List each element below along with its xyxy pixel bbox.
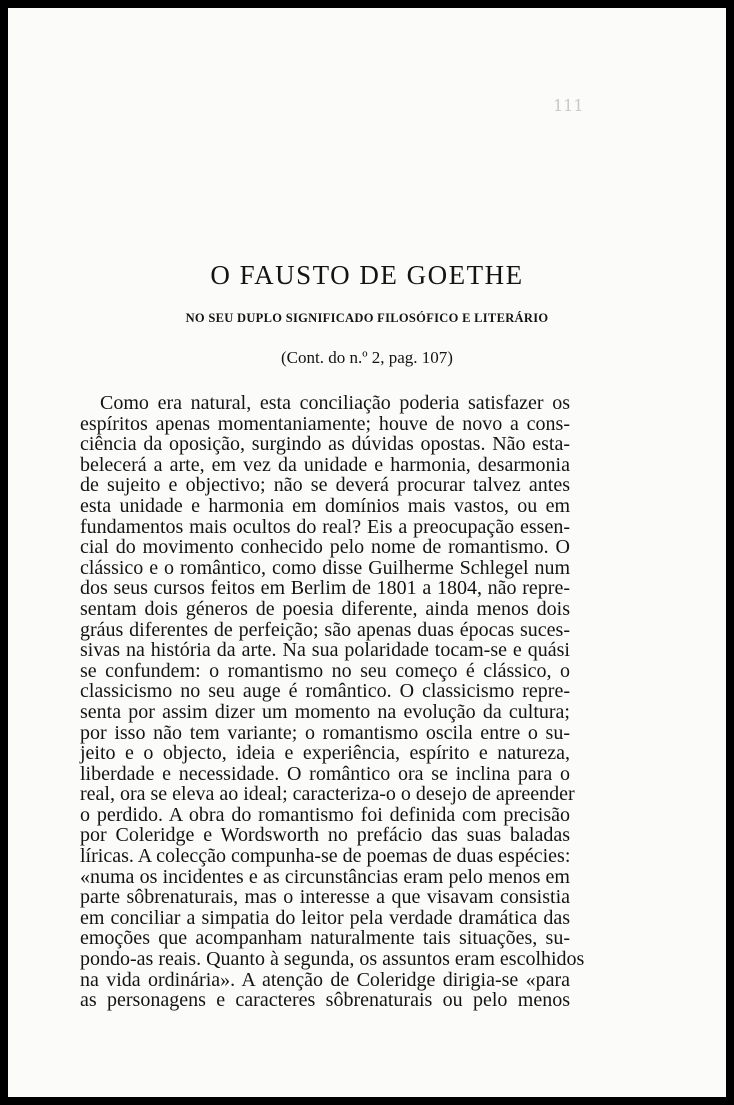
body-line: por isso não tem variante; o romantismo oscila entre o su-	[80, 721, 570, 744]
body-line: líricas. A colecção compunha-se de poemas de duas espécies:	[80, 845, 571, 868]
body-line: sivas na história da arte. Na sua polaridade tocam-se e quási	[80, 639, 570, 662]
body-line: na vida ordinária». A atenção de Coleridge dirigia-se «para	[80, 968, 570, 991]
body-line: gráus diferentes de perfeição; são apenas duas épocas suces-	[80, 618, 570, 641]
body-line: liberdade e necessidade. O romântico ora se inclina para o	[80, 762, 570, 785]
body-line: o perdido. A obra do romantismo foi definida com precisão	[80, 803, 570, 826]
body-line: emoções que acompanham naturalmente tais situações, su-	[80, 927, 570, 950]
body-line: clássico e o romântico, como disse Guilherme Schlegel num	[80, 556, 570, 579]
body-text	[80, 392, 585, 1012]
body-line: real, ora se eleva ao ideal; caracteriza-o o desejo de apreender	[80, 783, 575, 806]
body-line: jeito e o objecto, ideia e experiência, espírito e natureza,	[80, 742, 570, 765]
article-subtitle: NO SEU DUPLO SIGNIFICADO FILOSÓFICO E LITERÁRIO	[185, 311, 549, 325]
body-line: pondo-as reais. Quanto à segunda, os assuntos eram escolhidos	[80, 948, 585, 971]
document-page	[8, 8, 726, 1097]
body-line: ciência da oposição, surgindo as dúvidas opostas. Não esta-	[80, 433, 570, 456]
body-line: classicismo no seu auge é romântico. O classicismo repre-	[80, 680, 570, 703]
body-line: cial do movimento conhecido pelo nome de romantismo. O	[80, 536, 570, 559]
body-line: em conciliar a simpatia do leitor pela verdade dramática das	[80, 906, 570, 929]
article-title: O FAUSTO DE GOETHE	[210, 260, 524, 290]
body-line: se confundem: o romantismo no seu começo é clássico, o	[80, 659, 570, 682]
continuation-note: (Cont. do n.º 2, pag. 107)	[281, 348, 453, 367]
body-line: Como era natural, esta conciliação poderia satisfazer os	[100, 392, 570, 414]
body-line: espíritos apenas momentaniamente; houve de novo a cons-	[80, 412, 570, 435]
body-line: «numa os incidentes e as circunstâncias eram pelo menos em	[80, 865, 570, 888]
body-line: senta por assim dizer um momento na evolução da cultura;	[80, 700, 570, 723]
body-line: fundamentos mais ocultos do real? Eis a preocupação essen-	[80, 515, 570, 538]
body-line: as personagens e caracteres sôbrenaturais ou pelo menos	[80, 989, 570, 1012]
body-line: dos seus cursos feitos em Berlim de 1801 a 1804, não repre-	[80, 577, 570, 600]
body-line: belecerá a arte, em vez da unidade e harmonia, desarmonia	[80, 453, 570, 476]
body-line: sentam dois géneros de poesia diferente, ainda menos dois	[80, 597, 570, 620]
body-line: por Coleridge e Wordsworth no prefácio das suas baladas	[80, 824, 570, 847]
body-line: parte sôbrenaturais, mas o interesse a que visavam consistia	[80, 886, 570, 909]
body-line: de sujeito e objectivo; não se deverá procurar talvez antes	[80, 474, 570, 497]
page-number: 111	[553, 96, 584, 115]
body-line: esta unidade e harmonia em domínios mais vastos, ou em	[80, 494, 570, 517]
